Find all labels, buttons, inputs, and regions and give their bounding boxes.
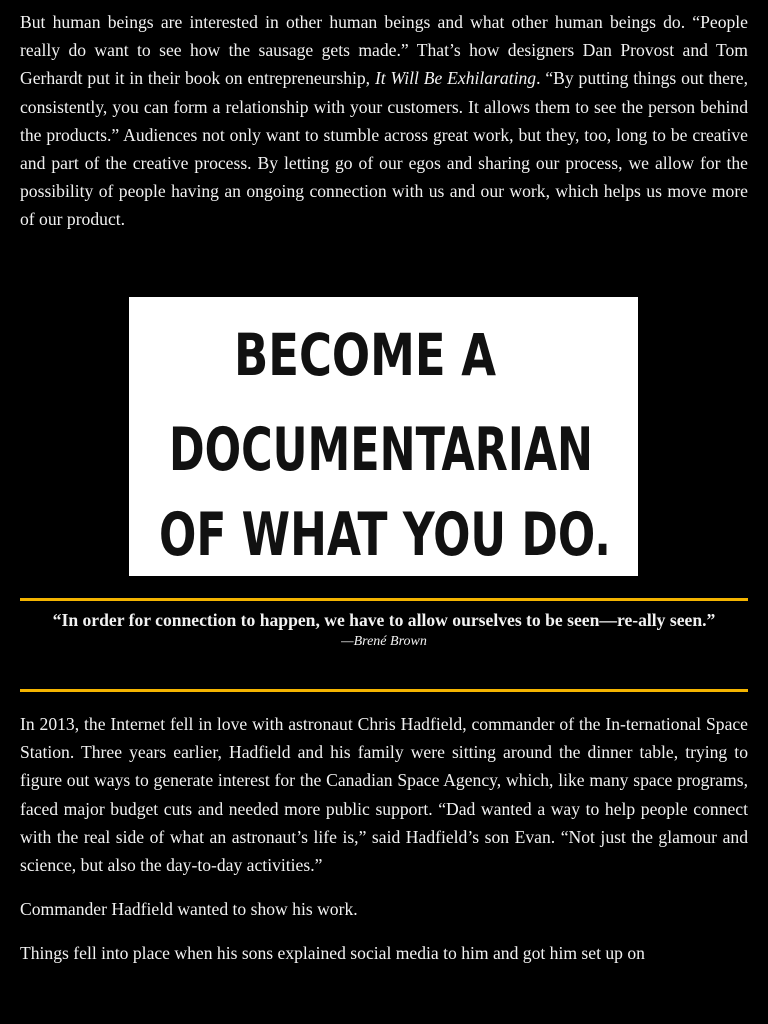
lower-body	[20, 710, 748, 968]
quote-rule-bottom	[20, 689, 748, 692]
figure-line-1: BECOME A	[234, 321, 497, 389]
figure-line-3: OF WHAT YOU DO.	[159, 500, 611, 570]
paragraph-social-media: Things fell into place when his sons explained social media to him and got him set up on	[20, 943, 645, 964]
pull-quote-attribution: —Brené Brown	[341, 634, 427, 649]
quote-rule-top	[20, 598, 748, 601]
pull-quote	[20, 609, 748, 652]
paragraph-show-work: Commander Hadfield wanted to show his work.	[20, 899, 358, 920]
handwritten-figure	[129, 297, 638, 576]
paragraph-intro-text-a: But human beings are interested in other human beings and what other human beings do. “People really do want to see how the sausage gets made.” That’s how designers Dan Provost and Tom Gerhardt put it in their book on entrepreneurship,	[20, 12, 748, 89]
paragraph-hadfield: In 2013, the Internet fell in love with astronaut Chris Hadfield, commander of the In-ternational Space Station. Three years earlier, Hadfield and his family were sitting around the dinner table, trying to figure out ways to generate interest for the Canadian Space Agency, which, like many space programs, faced major budget cuts and needed more public support. “Dad wanted a way to help people connect with the real side of what an astronaut’s life is,” said Hadfield’s son Evan. “Not just the glamour and science, but also the day-to-day activities.”	[20, 714, 748, 876]
page-body	[20, 8, 748, 234]
paragraph-intro	[20, 8, 748, 234]
figure-line-2: DOCUMENTARIAN	[169, 415, 593, 485]
handwritten-figure-image	[129, 297, 638, 576]
pull-quote-text: “In order for connection to happen, we have to allow ourselves to be seen—re-ally seen.”	[52, 610, 716, 630]
book-title: It Will Be Exhilarating	[374, 68, 537, 89]
paragraph-intro-text-b: . “By putting things out there, consistently, you can form a relationship with your customers. It allows them to see the person behind the products.” Audiences not only want to stumble across great work, but they, too, long to be creative and part of the creative process. By letting go of our egos and sharing our process, we allow for the possibility of people having an ongoing connection with us and our work, which helps us move more of our product.	[20, 68, 749, 230]
